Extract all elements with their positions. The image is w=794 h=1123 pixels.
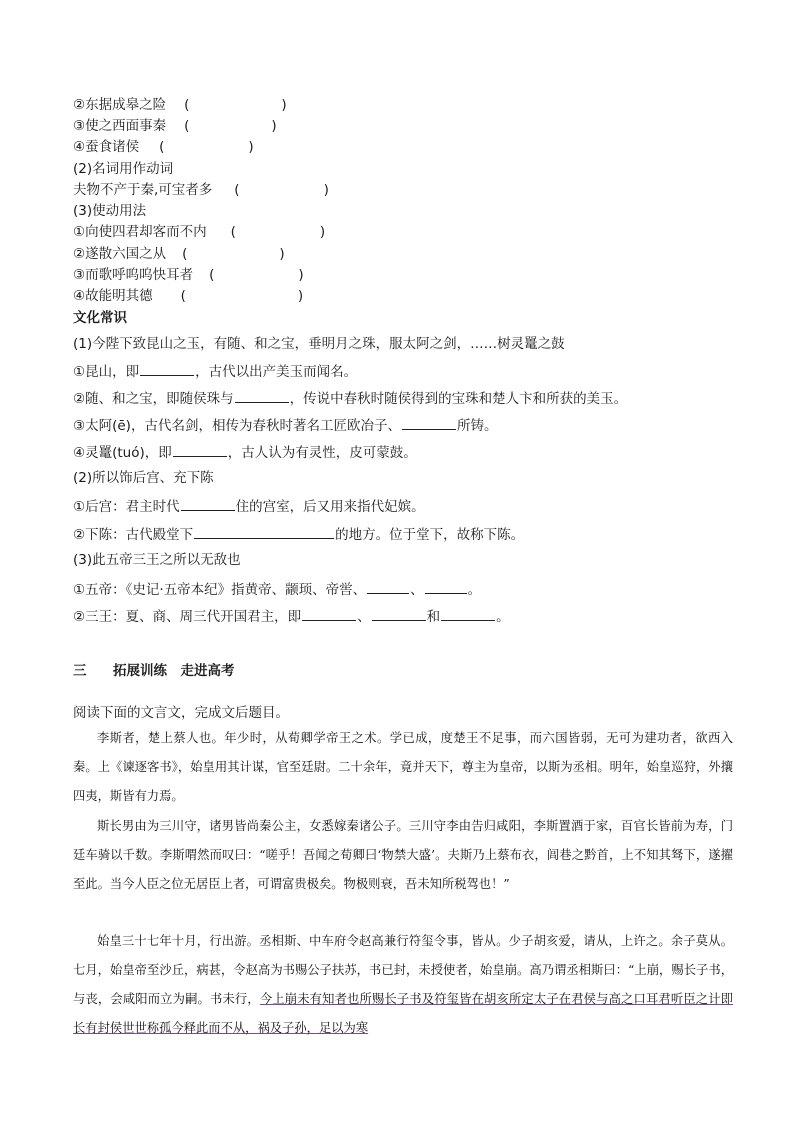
exercise-item: ①向使四君却客而不内 ( ) — [73, 224, 326, 240]
answer-blank[interactable] — [425, 579, 467, 594]
subsection-heading: (3)使动用法 — [73, 203, 147, 219]
exercise-item: ③而歌呼呜呜快耳者 ( ) — [73, 267, 304, 283]
exercise-item: 夫物不产于秦,可宝者多 ( ) — [73, 182, 329, 198]
exercise-item: ②东据成皋之险 ( ) — [73, 97, 287, 113]
answer-blank[interactable] — [372, 606, 426, 621]
section-number: 三 — [73, 663, 87, 679]
exercise-item: ③使之西面事秦 ( ) — [73, 118, 277, 134]
fill-blank-item: ②三王：夏、商、周三代开国君主，即 、 和 。 — [73, 606, 510, 626]
fill-blank-item: ④灵鼍(tuó)，即 ，古人认为有灵性，皮可蒙鼓。 — [73, 442, 417, 462]
question-title: (3)此五帝三王之所以无敌也 — [73, 552, 241, 568]
fill-blank-item: ①后宫：君主时代 住的宫室，后又用来指代妃嫔。 — [73, 496, 425, 516]
answer-blank[interactable] — [140, 361, 194, 376]
answer-blank[interactable] — [441, 606, 495, 621]
fill-blank-item: ①昆山，即 ，古代以出产美玉而闻名。 — [73, 361, 357, 381]
answer-blank[interactable] — [402, 415, 456, 430]
passage-paragraph: 李斯者，楚上蔡人也。年少时，从荀卿学帝王之术。学已成，度楚王不足事，而六国皆弱，无可为建功者，欲西入秦。上《谏逐客书》，始皇用其计谋，官至廷尉。二十余年，竟并天下，尊主为皇帝，以斯为丞相。明年，始皇巡狩，外攘四夷，斯皆有力焉。 — [73, 731, 733, 803]
answer-blank[interactable] — [194, 524, 334, 539]
fill-blank-item: ③太阿(ē)，古代名剑，相传为春秋时著名工匠欧冶子、 所铸。 — [73, 415, 497, 435]
answer-blank[interactable] — [181, 496, 235, 511]
answer-blank[interactable] — [367, 579, 409, 594]
answer-blank[interactable] — [302, 606, 356, 621]
answer-blank[interactable] — [235, 388, 289, 403]
passage-paragraph: 斯长男由为三川守，诸男皆尚秦公主，女悉嫁秦诸公子。三川守李由告归咸阳，李斯置酒于家，百官长皆前为寿，门廷车骑以千数。李斯喟然而叹曰：“嗟乎！吾闻之荀卿曰‘物禁大盛’。夫斯乃上蔡布衣，闾巷之黔首，上不知其驽下，遂擢至此。当今人臣之位无居臣上者，可谓富贵极矣。物极则衰，吾未知所税驾也！” — [73, 819, 733, 891]
section-heading: 文化常识 — [73, 310, 127, 326]
question-title: (2)所以饰后宫、充下陈 — [73, 470, 214, 486]
section-title: 三 拓展训练 走进高考 — [73, 663, 235, 679]
exercise-item: ②遂散六国之从 ( ) — [73, 246, 285, 262]
fill-blank-item: ①五帝：《史记·五帝本纪》指黄帝、颛顼、帝喾、 、 。 — [73, 579, 481, 599]
exercise-item: ④蚕食诸侯 ( ) — [73, 139, 254, 155]
underlined-sentence: 今上崩未有知者也所赐长子书及符玺皆在胡亥所定太子在君侯与高之口耳君听臣之计即长有封侯世世称孤今释此而不从，祸及子孙，足以为寒 — [73, 992, 733, 1035]
fill-blank-item: ②随、和之宝，即随侯珠与 ，传说中春秋时随侯得到的宝珠和楚人卞和所获的美玉。 — [73, 388, 627, 408]
passage-paragraph: 始皇三十七年十月，行出游。丞相斯、中车府令赵高兼行符玺令事，皆从。少子胡亥爱，请从，上许之。余子莫从。七月，始皇帝至沙丘，病甚，令赵高为书赐公子扶苏，书已封，未授使者，始皇崩。高乃谓丞相斯曰：“上崩，赐长子书，与丧，会咸阳而立为嗣。书未行，今上崩未有知者也所赐长子书及符玺皆在胡亥所定太子在君侯与高之口耳君听臣之计即长有封侯世世称孤今释此而不从，祸及子孙，足以为寒 — [73, 934, 733, 1035]
fill-blank-item: ②下陈：古代殿堂下 的地方。位于堂下，故称下陈。 — [73, 524, 524, 544]
instruction: 阅读下面的文言文，完成文后题目。 — [73, 705, 289, 721]
exercise-item: ④故能明其德 ( ) — [73, 288, 304, 304]
answer-blank[interactable] — [173, 442, 227, 457]
question-title: (1)今陛下致昆山之玉，有随、和之宝，垂明月之珠，服太阿之剑，……树灵鼍之鼓 — [73, 336, 565, 352]
subsection-heading: (2)名词用作动词 — [73, 161, 174, 177]
